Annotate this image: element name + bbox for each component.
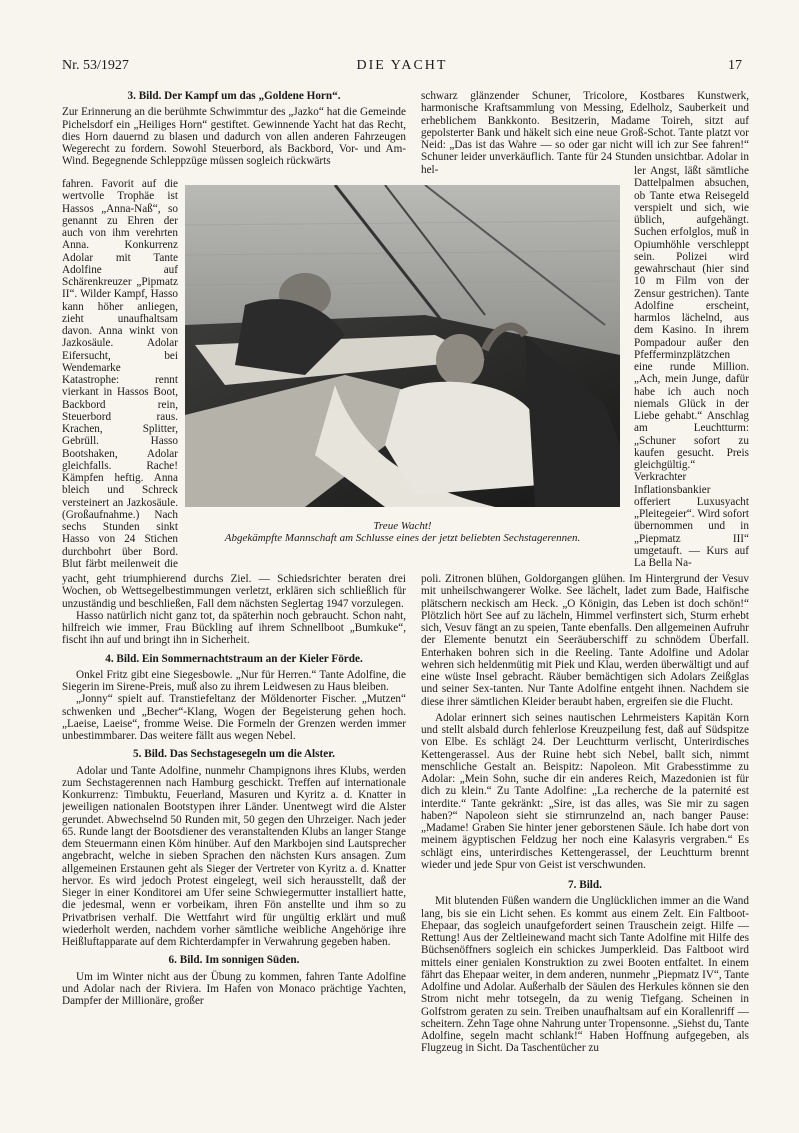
section-3-end-paragraph: yacht, geht triumphierend durchs Ziel. — Schiedsrichter beraten drei Wochen, ob Wettsegelbestimmungen verletzt, erklären sich schließlich für unzuständig und beschließen, Fall dem nächsten Seglertag 1947 vorzulegen. bbox=[62, 573, 406, 610]
section-4-title: 4. Bild. Ein Sommernachtstraum an der Kieler Förde. bbox=[105, 652, 363, 665]
section-7-paragraph: Mit blutenden Füßen wandern die Unglücklichen immer an die Wand lang, bis sie ein Licht sehen. Es kommt aus einem Zelt. Ein Faltboot-Ehepaar, das sogleich unaufgefordert seinen Trauschein zeigt. Hilfe — Rettung! Aus der Zeltleinewand macht sich Tante Adolfine mit Hilfe des Büchsenöffners sogleich ein schickes Jumperkleid. Das Faltboot wird mittels einer genialen Konstruktion zu zwei Booten entfaltet. In einem fährt das Ehepaar weiter, in dem anderen, nunmehr „Piepmatz IV“, Tante Adolfine und Adolar. Außerhalb der Säulen des Herkules können sie den Strom nicht mehr totsegeln, da zu wenig Tiefgang. Scheinen in Golfstrom geraten zu sein. Treiben unaufhaltsam auf ein Korallenriff — scheitern. Zehn Tage ohne Nahrung unter Tropensonne. „Siehst du, Tante Adolfine, segeln macht schlank!“ Haben Hoffnung aufgegeben, als Flugzeug in Sicht. Da Taschentücher zu bbox=[421, 895, 749, 1055]
issue-number: Nr. 53/1927 bbox=[62, 58, 129, 73]
caption-title: Treue Wacht! bbox=[373, 520, 432, 532]
photo-caption bbox=[185, 520, 620, 544]
section-6-continuation: poli. Zitronen blühen, Goldorgangen glühen. Im Hintergrund der Vesuv mit unheilschwangerer Wolke. See lächelt, ladet zum Bade, Haifische plätschern neckisch am Heck. „O Königin, das Leben ist doch schön!“ Plötzlich hört See auf zu lächeln, Himmel verfinstert sich, Sturm erhebt sich, Vesuv fängt an zu speien, Tante ebenfalls. Den allgemeinen Aufruhr der Elemente benutzt ein Seeräuberschiff zu schnödem Überfall. Enterhaken bohren sich in die Reeling. Tante Adolfine und Adolar wehren sich heldenmütig mit Piek und Klau, werden überwältigt und auf eine wüste Insel gebracht. Räuber bemächtigen sich Adolars Zeißglas und seiner Sex-tanten. Nur Tante Adolfine entgeht ihnen. Nachdem sie diese ihrer sämtlichen Kleider beraubt haben, ergreifen sie die Flucht. bbox=[421, 573, 749, 708]
running-header bbox=[62, 58, 742, 78]
section-7-title: 7. Bild. bbox=[568, 879, 602, 891]
section-4-paragraph: Onkel Fritz gibt eine Siegesbowle. „Nur für Herren.“ Tante Adolfine, die Siegerin im Sirene-Preis, muß also zu ihrem Leidwesen zu Haus bleiben. bbox=[62, 668, 406, 693]
right-column-lower bbox=[421, 573, 749, 1093]
section-3-narrow-column: fahren. Favorit auf die wertvolle Trophäe ist Hassos „Anna-Naß“, so genannt zu Ehren der auch von ihm verehrten Anna. Konkurrenz Adolar mit Tante Adolfine auf Schärenkreuzer „Pipmatz II“. Wilder Kampf, Hasso kann höher anliegen, zieht unaufhaltsam davon. Anna winkt von Jazkosäule. Adolar Eifersucht, bei Wendemarke Katastrophe: rennt vierkant in Hassos Boot, Backbord rein, Steuerbord raus. Krachen, Splitter, Gebrüll. Hasso Bootshaken, Adolar gleichfalls. Rache! Kämpfen heftig. Anna bleich und Schreck versteinert an Jazkosäule. (Großaufnahme.) Nach sechs Stunden sinkt Hasso von 24 Stichen durchbohrt über Bord. Blut färbt meilenweit die bbox=[62, 178, 178, 570]
photo-image bbox=[185, 185, 620, 507]
section-3-intro-text: Zur Erinnerung an die berühmte Schwimmtur des „Jazko“ hat die Gemeinde Pichelsdorf ein „Heiliges Horn“ gestiftet. Gewinnende Yacht hat das Recht, dies Horn dauernd zu blasen und dadurch von allen anderen Fahrzeugen Wegerecht zu fordern. Sowohl Steuerbord, als Backbord, Vor- und Am-Wind. Begegnende Schleppzüge müssen sogleich rückwärts bbox=[62, 106, 406, 168]
magazine-title: DIE YACHT bbox=[356, 58, 448, 73]
section-3-title: 3. Bild. Der Kampf um das „Goldene Horn“. bbox=[127, 90, 341, 102]
section-6-paragraph: Um im Winter nicht aus der Übung zu kommen, fahren Tante Adolfine und Adolar nach der Riviera. Im Hafen von Monaco prächtige Yachten, Dampfer der Millionäre, großer bbox=[62, 970, 406, 1007]
section-3-intro bbox=[62, 90, 406, 177]
page-number: 17 bbox=[728, 58, 742, 73]
section-6-napoleon-paragraph: Adolar erinnert sich seines nautischen Lehrmeisters Kapitän Korn und stellt alsbald durch fehlerlose Kreuzpeilung fest, daß auf Südspitze von Elbe. Es schlägt 24. Der Leuchtturm verlischt, Unterirdisches Kettengerassel. Aus der Ruine hebt sich Nebel, ballt sich, nimmt menschliche Gestalt an. Beispitz: Napoleon. Mit Grabesstimme zu Adolar: „Mein Sohn, suche dir ein anderes Reich, Mazedonien ist für dich zu klein.“ Zu Tante Adolfine: „La recherche de la paternité est interdite.“ Tante gekränkt: „Sire, ist das alles, was Sie mir zu sagen haben?“ Napoleon sieht sie stirnrunzelnd an, nach banger Pause: „Madame! Graben Sie hinter jener geborstenen Säule. Ich habe dort von meinem ägyptischen Feldzug her noch eine Kalasyris vergraben.“ Es schlägt eins, unterirdisches Kettengerassel, der Leuchtturm brennt wieder und jede Spur von Geist ist verschwunden. bbox=[421, 711, 749, 871]
section-5-paragraph: Adolar und Tante Adolfine, nunmehr Champignons ihres Klubs, werden zum Sechstagerennen nach Hamburg geschickt. Treffen auf internationale Konkurrenz: Timbuktu, Feuerland, Masuren und Kyritz a. d. Knatter in jeweiligen nationalen Bootstypen ihrer Länder. Unentwegt wird die Alster gerundet. Abwechselnd 50 Runden mit, 50 gegen den Uhrzeiger. Nach jeder 65. Runde langt der Bootsdiener des veranstaltenden Klubs an langer Stange dem Steuermann einen Köm hinüber. Auf den Markbojen sind Lautsprecher angebracht, welche in sieben Sprachen den nächsten Kurs ansagen. Zum allgemeinen Erstaunen geht als Sieger der Vertreter von Kyritz a. d. Knatter hervor. Es wird jedoch Protest eingelegt, weil sich herausstellt, daß der Sieger in einer Konditorei am Ufer seine Schwiegermutter installiert hatte, die jedesmal, wenn er vorbeikam, ihren Fön anstellte und ihm so zu Privatbrisen verhalf. Die Wettfahrt wird für ungültig erklärt und muß wiederholt werden, nachdem vorher sämtliche weibliche Angehörige ihre Heißluftapparate auf dem Richterdampfer in Verwahrung gegeben haben. bbox=[62, 764, 406, 948]
left-column-lower bbox=[62, 573, 406, 1071]
section-4-paragraph: „Jonny“ spielt auf. Transtiefeltanz der Möldenorter Fischer. „Mutzen“ schwenken und „Becher“-Klang, Wogen der Begeisterung gehen hoch. „Laeise, Laeise“, fromme Weise. Die Formeln der Grenzen werden immer unbestimmbarer. Das weitere fällt aus wegen Nebel. bbox=[62, 693, 406, 742]
section-5-title: 5. Bild. Das Sechstagesegeln um die Alster. bbox=[133, 748, 335, 761]
caption-text: Abgekämpfte Mannschaft am Schlusse eines der jetzt beliebten Sechstagerennen. bbox=[224, 532, 581, 544]
photograph-crew-on-yacht bbox=[185, 185, 620, 507]
right-narrow-column: ler Angst, läßt sämtliche Dattelpalmen absuchen, ob Tante etwa Reisegeld verspielt und sich, wie üblich, aufgehängt. Suchen erfolglos, muß in Opiumhöhle verschleppt sein. Polizei wird gewahrschaut (hier sind 10 m Film von der Zensur gestrichen). Tante Adolfine erscheint, harmlos lächelnd, aus dem Kasino. In ihrem Pompadour außer den Pfefferminzplätzchen eine runde Million. „Ach, mein Junge, dafür habe ich auch noch niemals Glück in der Liebe gehabt.“ Anschlag am Leuchtturm: „Schuner sofort zu kaufen gesucht. Preis gleichgültig.“ Verkrachter Inflationsbankier offeriert Luxusyacht „Pleitegeier“. Wird sofort übernommen und in „Piepmatz III“ umgetauft. — Kurs auf La Bella Na- bbox=[634, 165, 749, 569]
right-column-top: schwarz glänzender Schuner, Tricolore, Kostbares Kunstwerk, harmonische Kraftsammlung von Messing, Edelholz, Sauberkeit und erheblichem Bankkonto. Besitzerin, Madame Toireh, sitzt auf gepolsterter Bank und häkelt sich eine neue Groß-Schot. Tante platzt vor Neid: „Das ist das Wahre — so oder gar nicht will ich zur See fahren!“ Schuner leider unverkäuflich. Tante für 24 Stunden unsichtbar. Adolar in hel- bbox=[421, 90, 749, 176]
section-6-title: 6. Bild. Im sonnigen Süden. bbox=[168, 954, 300, 967]
section-3-end-paragraph: Hasso natürlich nicht ganz tot, da späterhin noch gebraucht. Schon naht, hilfreich wie immer, Frau Bückling auf ihrem Schnellboot „Bumkuke“, fischt ihn auf und bringt ihn in Sicherheit. bbox=[62, 609, 406, 647]
